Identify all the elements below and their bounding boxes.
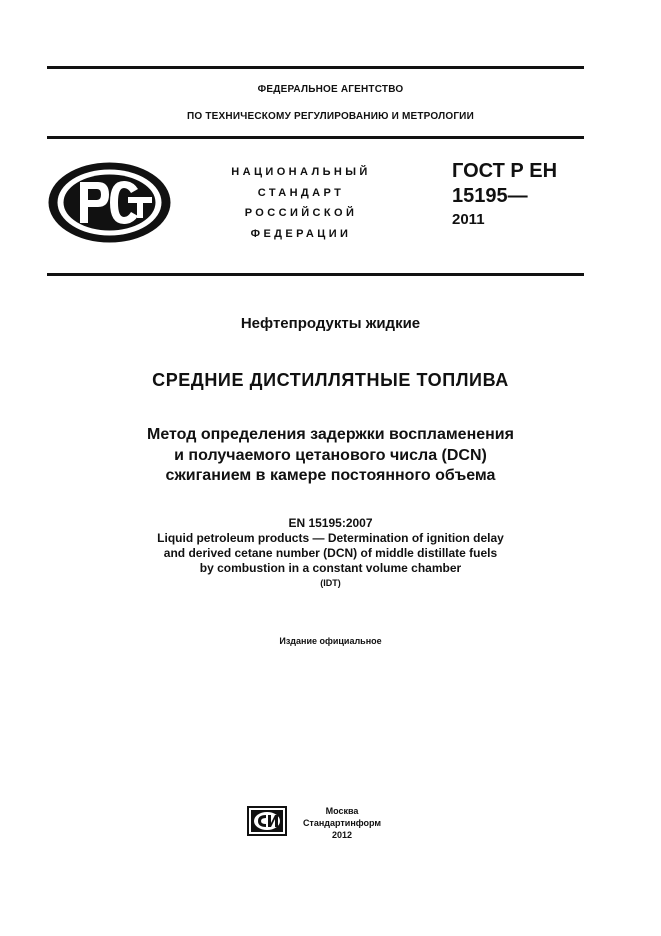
standard-designation-year: 2011 [452, 211, 485, 228]
block-rule [47, 273, 584, 276]
method-line-2: и получаемого цетанового числа (DCN) [174, 447, 487, 464]
publisher-year: 2012 [331, 830, 353, 840]
national-line-1: НАЦИОНАЛЬНЫЙ [231, 166, 371, 178]
en-standard-number: EN 15195:2007 [288, 516, 373, 530]
publisher-name: Стандартинформ [302, 818, 382, 828]
main-title: СРЕДНИЕ ДИСТИЛЛЯТНЫЕ ТОПЛИВА [152, 370, 509, 390]
standartinform-logo-icon [247, 806, 287, 836]
method-line-3: сжиганием в камере постоянного объема [165, 467, 496, 484]
standard-designation-line-2: 15195— [452, 185, 528, 207]
en-title-line-1: Liquid petroleum products — Determination of ignition delay [157, 531, 504, 545]
national-line-2: СТАНДАРТ [257, 187, 345, 199]
top-rule [47, 66, 584, 69]
method-line-1: Метод определения задержки воспламенения [147, 426, 514, 443]
agency-line-2: ПО ТЕХНИЧЕСКОМУ РЕГУЛИРОВАНИЮ И МЕТРОЛОГИИ [187, 111, 474, 122]
header-rule [47, 136, 584, 139]
equivalence-label: (IDT) [320, 578, 341, 588]
rst-emblem-icon [46, 160, 173, 245]
standard-designation-line-1: ГОСТ Р ЕН [452, 160, 558, 182]
national-line-3: РОССИЙСКОЙ [244, 207, 358, 219]
en-title-line-2: and derived cetane number (DCN) of middle distillate fuels [163, 546, 498, 560]
publisher-city: Москва [325, 806, 359, 816]
national-line-4: ФЕДЕРАЦИИ [250, 228, 352, 240]
edition-label: Издание официальное [279, 636, 382, 646]
en-title-line-3: by combustion in a constant volume chamber [199, 561, 462, 575]
agency-line-1: ФЕДЕРАЛЬНОЕ АГЕНТСТВО [257, 84, 404, 95]
product-group-title: Нефтепродукты жидкие [240, 315, 421, 332]
